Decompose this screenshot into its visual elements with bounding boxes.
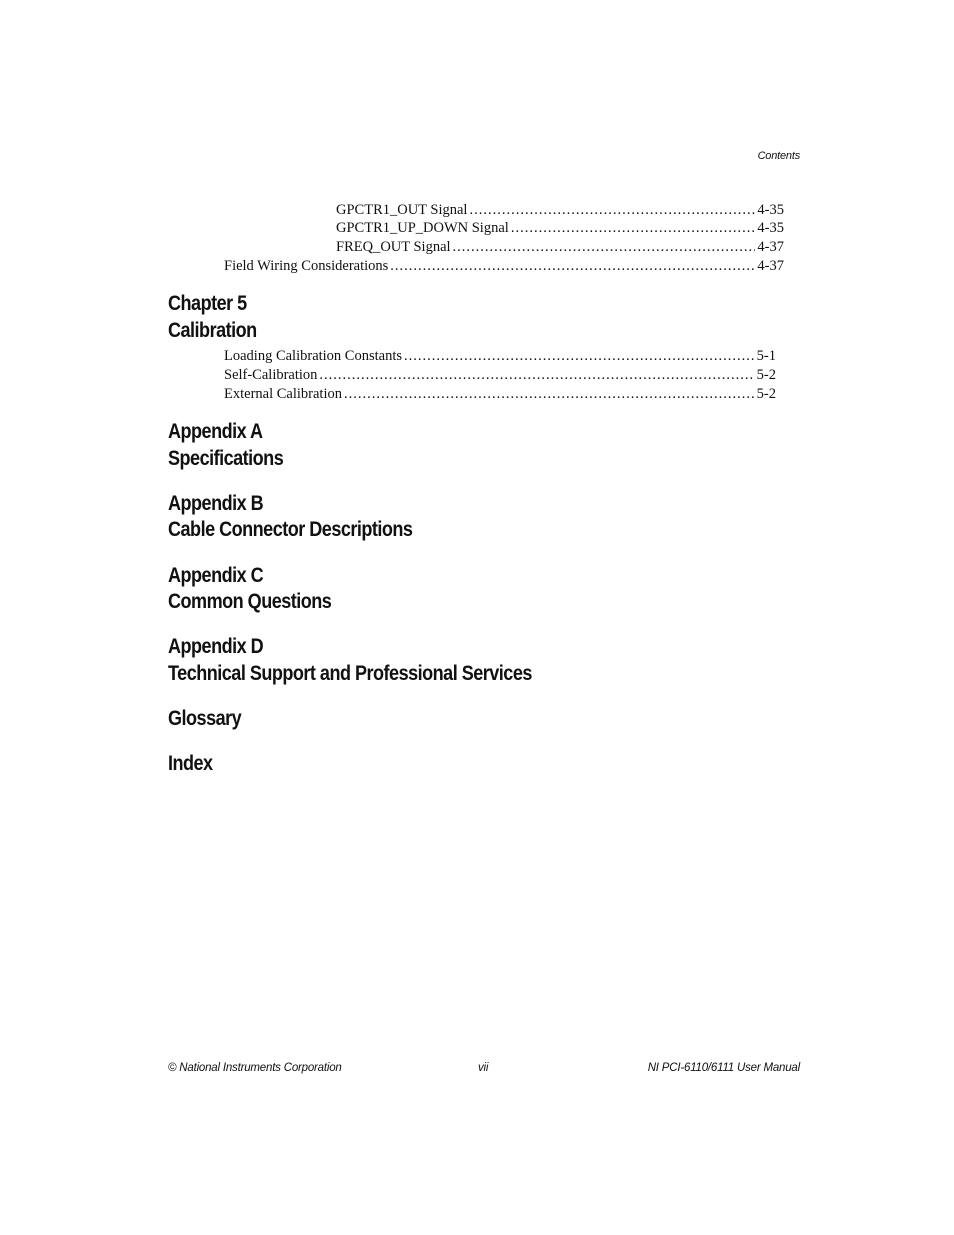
toc-entry-label: GPCTR1_UP_DOWN Signal	[336, 220, 509, 236]
toc-entry-external-calibration[interactable]	[224, 385, 776, 403]
toc-entry-page: 5-2	[756, 367, 776, 383]
toc-entry-label: Loading Calibration Constants	[224, 348, 403, 364]
toc-entry-label: External Calibration	[224, 386, 342, 402]
dot-leader	[344, 385, 755, 403]
toc-entry-label: Field Wiring Considerations	[224, 258, 389, 274]
appendix-a-number[interactable]: Appendix A	[168, 420, 263, 443]
dot-leader	[511, 219, 756, 237]
dot-leader	[453, 238, 756, 256]
toc-entry-freq-out[interactable]	[336, 238, 784, 256]
toc-entry-self-calibration[interactable]	[224, 366, 776, 384]
toc-entry-page: 4-37	[757, 258, 784, 274]
chapter-5-number[interactable]: Chapter 5	[168, 292, 247, 315]
dot-leader	[390, 257, 755, 275]
toc-entry-gpctr1-up-down[interactable]	[336, 219, 784, 237]
toc-entry-page: 4-37	[757, 239, 784, 255]
appendix-b-number[interactable]: Appendix B	[168, 492, 264, 515]
footer-copyright: © National Instruments Corporation	[168, 1062, 342, 1074]
dot-leader	[469, 201, 755, 219]
appendix-a-title[interactable]: Specifications	[168, 447, 284, 470]
toc-entry-label: GPCTR1_OUT Signal	[336, 202, 468, 218]
glossary-heading[interactable]: Glossary	[168, 707, 242, 730]
toc-entry-page: 5-1	[756, 348, 776, 364]
toc-entry-label: FREQ_OUT Signal	[336, 239, 451, 255]
toc-entry-field-wiring[interactable]	[224, 257, 784, 275]
appendix-b-title[interactable]: Cable Connector Descriptions	[168, 518, 413, 541]
appendix-c-title[interactable]: Common Questions	[168, 590, 332, 613]
chapter-5-title[interactable]: Calibration	[168, 319, 257, 342]
appendix-d-number[interactable]: Appendix D	[168, 635, 264, 658]
dot-leader	[404, 347, 755, 365]
toc-entry-loading-calibration[interactable]	[224, 347, 776, 365]
toc-entry-page: 5-2	[756, 386, 776, 402]
index-heading[interactable]: Index	[168, 752, 213, 775]
toc-entry-page: 4-35	[757, 202, 784, 218]
appendix-c-number[interactable]: Appendix C	[168, 564, 264, 587]
toc-entry-gpctr1-out[interactable]	[336, 201, 784, 219]
footer-manual-title: NI PCI-6110/6111 User Manual	[647, 1062, 800, 1074]
footer-page-number: vii	[478, 1062, 489, 1074]
toc-entry-label: Self-Calibration	[224, 367, 318, 383]
running-head: Contents	[757, 150, 800, 162]
appendix-d-title[interactable]: Technical Support and Professional Services	[168, 662, 532, 685]
dot-leader	[319, 366, 754, 384]
toc-entry-page: 4-35	[757, 220, 784, 236]
